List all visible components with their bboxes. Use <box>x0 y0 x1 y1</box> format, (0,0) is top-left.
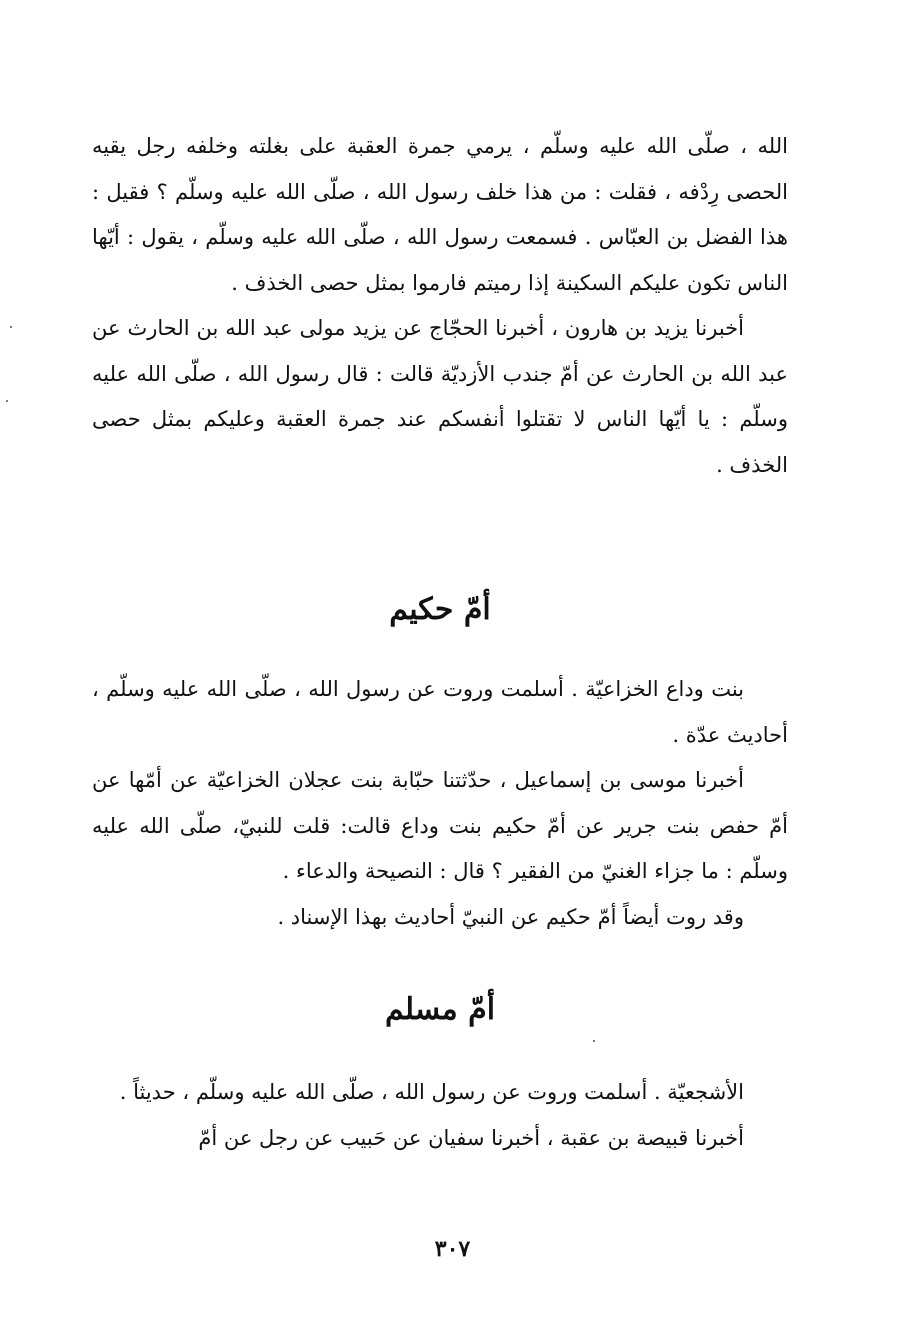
paragraph-1: الله ، صلّى الله عليه وسلّم ، يرمي جمرة العقبة على بغلته وخلفه رجل يقيه الحصى رِدْفه ، فقلت : من هذا خلف رسول الله ، صلّى الله عليه وسلّم ؟ فقيل : هذا الفضل بن العبّاس . فسمعت رسول الله ، صلّى الله عليه وسلّم ، يقول : أيّها الناس تكون عليكم السكينة إذا رميتم فارموا بمثل حصى الخذف . <box>92 134 788 295</box>
scan-speck <box>10 326 12 328</box>
paragraph-4: أخبرنا موسى بن إسماعيل ، حدّثتنا حبّابة بنت عجلان الخزاعيّة عن أمّها عن أمّ حفص بنت جرير عن أمّ حكيم بنت وداع قالت: قلت للنبيّ، صلّى الله عليه وسلّم : ما جزاء الغنيّ من الفقير ؟ قال : النصيحة والدعاء . <box>92 768 788 883</box>
paragraph-7: أخبرنا قبيصة بن عقبة ، أخبرنا سفيان عن حَبيب عن رجل عن أمّ <box>198 1125 744 1150</box>
heading-umm-hakim: أمّ حكيم <box>389 592 491 627</box>
heading-umm-muslim: أمّ مسلم <box>384 992 496 1027</box>
paragraph-5: وقد روت أيضاً أمّ حكيم عن النبيّ أحاديث بهذا الإسناد . <box>277 904 744 929</box>
paragraph-2: أخبرنا يزيد بن هارون ، أخبرنا الحجّاج عن يزيد مولى عبد الله بن الحارث عن عبد الله بن الحارث عن أمّ جندب الأزديّة قالت : قال رسول الله ، صلّى الله عليه وسلّم : يا أيّها الناس لا تقتلوا أنفسكم عند جمرة العقبة وعليكم بمثل حصى الخذف . <box>92 316 788 477</box>
section-1-text <box>92 124 788 488</box>
section-2-text <box>92 667 788 940</box>
paragraph-6: الأشجعيّة . أسلمت وروت عن رسول الله ، صلّى الله عليه وسلّم ، حديثاً . <box>119 1080 744 1104</box>
page-number: ٣٠٧ <box>434 1236 471 1262</box>
scan-speck <box>593 1040 595 1042</box>
paragraph-3: بنت وداع الخزاعيّة . أسلمت وروت عن رسول الله ، صلّى الله عليه وسلّم ، أحاديث عدّة . <box>92 677 788 747</box>
section-3-text <box>92 1070 788 1161</box>
scan-speck <box>6 400 8 402</box>
